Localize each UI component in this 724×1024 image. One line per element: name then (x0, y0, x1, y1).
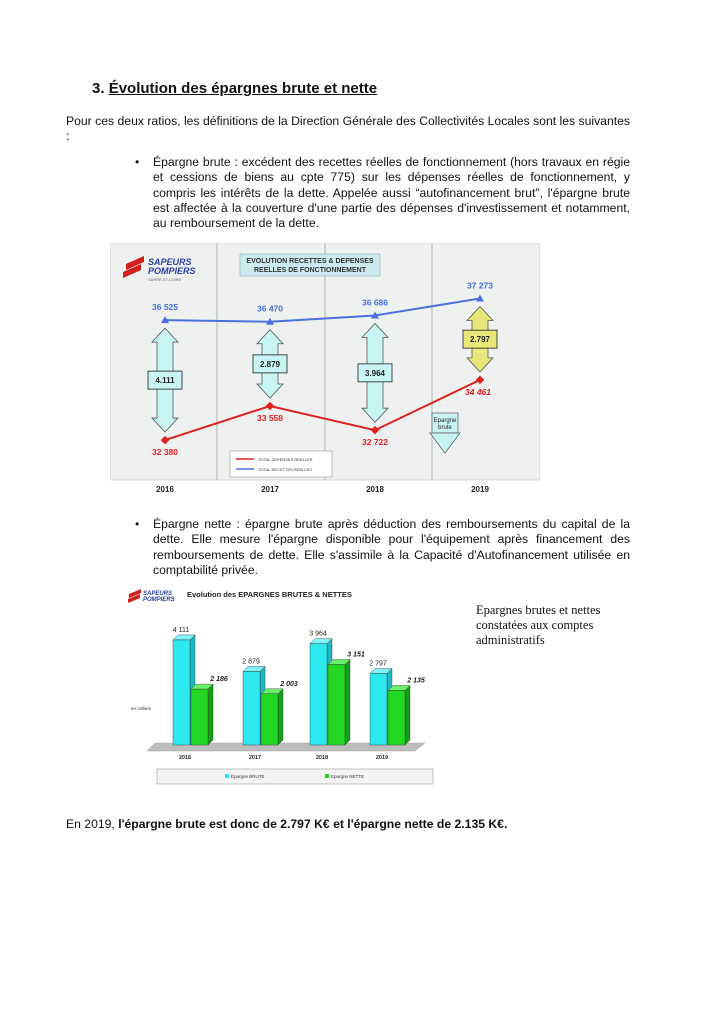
bar-epargne-nette-label: 2 135 (407, 677, 425, 685)
bullet-epargne-brute: Épargne brute : excédent des recettes réelles de fonctionnement (hors travaux en régie et cessions de biens au cpte 775) sur les dépenses réelles de fonctionnement, y compris les intérêts de la dette. Appelée aussi “autofinancement brut”, l'épargne brute est affectée à la couverture d'une partie des dépenses d'investissement et notamment, au remboursement de la dette. (153, 155, 630, 231)
difference-label: 2.797 (469, 335, 491, 345)
conclusion (66, 817, 507, 831)
data-label-recettes: 37 273 (467, 280, 493, 291)
section-title-text: Évolution des épargnes brute et nette (108, 80, 378, 97)
x-tick-label: 2017 (248, 755, 262, 761)
logo-small-line2: POMPIERS (143, 597, 175, 603)
bar-epargne-nette-side (345, 659, 350, 745)
chart2-unit-label: en milliers (131, 706, 152, 711)
bar-epargne-brute (310, 644, 327, 745)
conclusion-bold: l'épargne brute est donc de 2.797 K€ et l'épargne nette de 2.135 K€. (118, 817, 508, 831)
logo-line2: POMPIERS (148, 266, 196, 276)
bar-epargne-nette (261, 694, 278, 745)
bar-epargne-brute-label: 2 797 (369, 660, 387, 668)
x-tick-label: 2018 (315, 755, 329, 761)
bar-epargne-nette (388, 690, 405, 745)
x-tick-label: 2016 (178, 755, 192, 761)
chart2-legend (157, 769, 433, 784)
bar-epargne-brute-label: 4 111 (172, 626, 190, 634)
intro-paragraph: Pour ces deux ratios, les définitions de la Direction Générale des Collectivités Locales sont les suivantes : (66, 114, 630, 144)
data-label-recettes: 36 525 (152, 302, 178, 313)
bar-epargne-brute-label: 2 879 (242, 658, 260, 666)
data-label-depenses: 33 558 (257, 412, 283, 423)
section-title (92, 80, 377, 97)
logo-line3: SARRE-ET-LOIRE (148, 277, 182, 282)
data-label-recettes: 36 470 (257, 303, 283, 314)
bar-epargne-nette-label: 3 151 (347, 651, 365, 659)
chart1-title-line2: REELLES DE FONCTIONNEMENT (253, 267, 367, 274)
x-tick-label: 2018 (366, 485, 384, 494)
epargne-label-2: brute (438, 425, 452, 431)
bar-epargne-nette-side (405, 685, 410, 745)
x-tick-label: 2019 (375, 755, 389, 761)
x-tick-label: 2016 (156, 485, 174, 494)
bar-epargne-brute (243, 671, 260, 745)
bullet-dot: • (135, 517, 140, 531)
chart-recettes-depenses (110, 243, 540, 498)
bar-epargne-brute (370, 674, 387, 745)
chart1-title-line1: EVOLUTION RECETTES & DEPENSES (246, 258, 374, 265)
bar-epargne-nette-side (208, 684, 213, 745)
bullet-epargne-nette: Épargne nette : épargne brute après déduction des remboursements du capital de la dette. Elle mesure l'épargne disponible pour l'équipement après financement des remboursements de dette. Elle s'assimile à la Capacité d'Autofinancement utilisée en comptabilité privée. (153, 517, 630, 577)
legend-nette: Epargne NETTE (331, 774, 365, 779)
difference-label: 4.111 (155, 376, 175, 386)
x-tick-label: 2017 (261, 485, 279, 494)
epargne-label-1: Epargne (433, 418, 457, 424)
bullet-dot: • (135, 155, 140, 169)
difference-label: 3.964 (364, 368, 386, 378)
bar-epargne-brute (173, 640, 190, 745)
logo-line1: SAPEURS (148, 257, 192, 267)
bar-epargne-nette-side (278, 689, 283, 745)
chart1-legend (230, 451, 332, 477)
conclusion-prefix: En 2019, (66, 817, 119, 831)
chart-epargnes (125, 583, 435, 788)
logo-small-line1: SAPEURS (143, 591, 173, 597)
bar-epargne-nette-label: 2 186 (210, 676, 228, 684)
bar-epargne-nette (191, 689, 208, 745)
data-label-depenses: 32 380 (152, 447, 178, 458)
data-label-depenses: 32 722 (362, 437, 388, 448)
legend-brute: Epargne BRUTE (231, 774, 265, 779)
bar-epargne-brute-label: 3 964 (309, 630, 327, 638)
legend-recettes: TOTAL RECETTES REELLES (258, 467, 312, 472)
side-note: Epargnes brutes et nettes constatées aux comptes administratifs (476, 603, 601, 647)
bar-epargne-nette-label: 2 003 (280, 680, 298, 688)
x-tick-label: 2019 (471, 485, 489, 494)
bar-epargne-nette (328, 664, 345, 745)
legend-depenses: TOTAL DEPENSES REELLES (258, 457, 313, 462)
chart2-title: Evolution des EPARGNES BRUTES & NETTES (187, 590, 352, 599)
data-label-recettes: 36 686 (362, 297, 388, 308)
difference-label: 2.879 (259, 359, 281, 369)
data-label-depenses: 34 461 (465, 386, 491, 397)
section-number: 3. (92, 80, 105, 97)
